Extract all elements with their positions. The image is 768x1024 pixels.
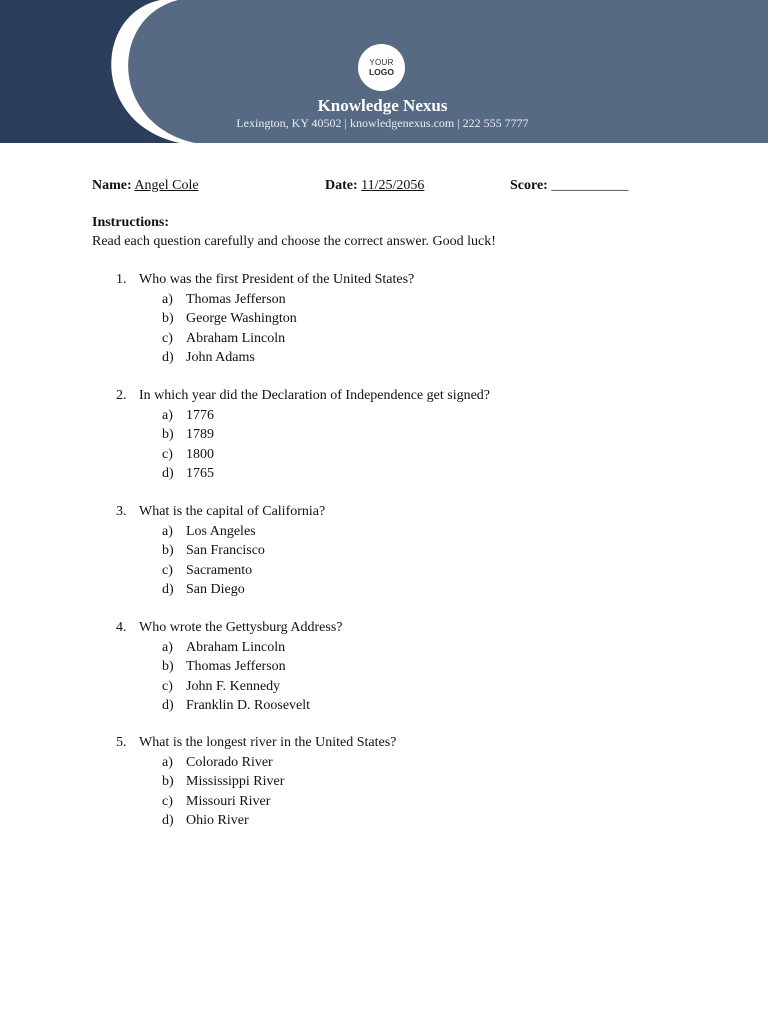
option-text: San Francisco [186, 543, 265, 559]
option-text: Ohio River [186, 812, 249, 828]
option-letter: a) [162, 755, 173, 770]
option-text: Franklin D. Roosevelt [186, 697, 311, 713]
logo-line1: YOUR [369, 57, 394, 67]
option-letter: b) [162, 659, 174, 675]
question-number: 5. [116, 735, 127, 750]
question-number: 3. [116, 504, 127, 519]
option-text: John F. Kennedy [186, 678, 281, 694]
option-letter: d) [162, 349, 174, 365]
option-letter: d) [162, 812, 174, 828]
question-text: In which year did the Declaration of Independence get signed? [139, 388, 491, 403]
option-letter: d) [162, 465, 174, 481]
question-text: What is the longest river in the United States? [139, 735, 397, 750]
header-banner [0, 0, 768, 143]
option-letter: c) [162, 446, 173, 462]
option-text: George Washington [186, 311, 297, 327]
org-name: Knowledge Nexus [317, 96, 448, 115]
option-text: Missouri River [186, 793, 271, 809]
name-value: Angel Cole [134, 178, 199, 193]
name-field [92, 178, 199, 194]
date-label: Date: [325, 178, 358, 193]
option-letter: b) [162, 774, 174, 790]
option-text: Abraham Lincoln [186, 640, 286, 655]
question-number: 2. [116, 388, 127, 403]
option-letter: b) [162, 311, 174, 327]
option-letter: a) [162, 640, 173, 655]
org-contact: Lexington, KY 40502 | knowledgenexus.com | 222 555 7777 [236, 116, 529, 130]
instructions-heading: Instructions: [92, 215, 170, 230]
question-number: 1. [116, 272, 127, 287]
score-value: ___________ [551, 178, 629, 193]
option-text: Sacramento [186, 562, 253, 578]
option-letter: c) [162, 562, 173, 578]
question-text: What is the capital of California? [139, 504, 326, 519]
date-value: 11/25/2056 [361, 178, 425, 193]
option-text: 1776 [186, 408, 214, 423]
option-text: Thomas Jefferson [186, 659, 286, 675]
option-letter: c) [162, 330, 173, 346]
option-text: Los Angeles [186, 524, 256, 539]
score-label: Score: [510, 178, 548, 193]
option-letter: b) [162, 427, 174, 443]
logo-line2: LOGO [368, 66, 395, 77]
instructions-text: Read each question carefully and choose the correct answer. Good luck! [92, 234, 496, 249]
logo [358, 44, 405, 91]
date-field [325, 178, 424, 194]
option-text: Abraham Lincoln [186, 330, 286, 346]
option-letter: d) [162, 581, 174, 597]
question-number: 4. [116, 620, 127, 635]
option-text: 1789 [186, 427, 214, 443]
option-letter: c) [162, 793, 173, 809]
option-letter: d) [162, 697, 174, 713]
option-text: 1765 [186, 465, 214, 481]
option-text: Mississippi River [186, 774, 285, 790]
option-letter: c) [162, 678, 173, 694]
name-label: Name: [92, 178, 132, 193]
option-text: San Diego [186, 581, 245, 597]
score-field [510, 178, 628, 194]
option-text: Colorado River [186, 755, 273, 770]
option-letter: b) [162, 543, 174, 559]
option-letter: a) [162, 524, 173, 539]
question-text: Who was the first President of the United States? [139, 272, 415, 287]
option-text: Thomas Jefferson [186, 292, 286, 307]
option-letter: a) [162, 292, 173, 307]
option-text: John Adams [186, 349, 255, 365]
option-letter: a) [162, 408, 173, 423]
option-text: 1800 [186, 446, 214, 462]
question-text: Who wrote the Gettysburg Address? [139, 620, 343, 635]
